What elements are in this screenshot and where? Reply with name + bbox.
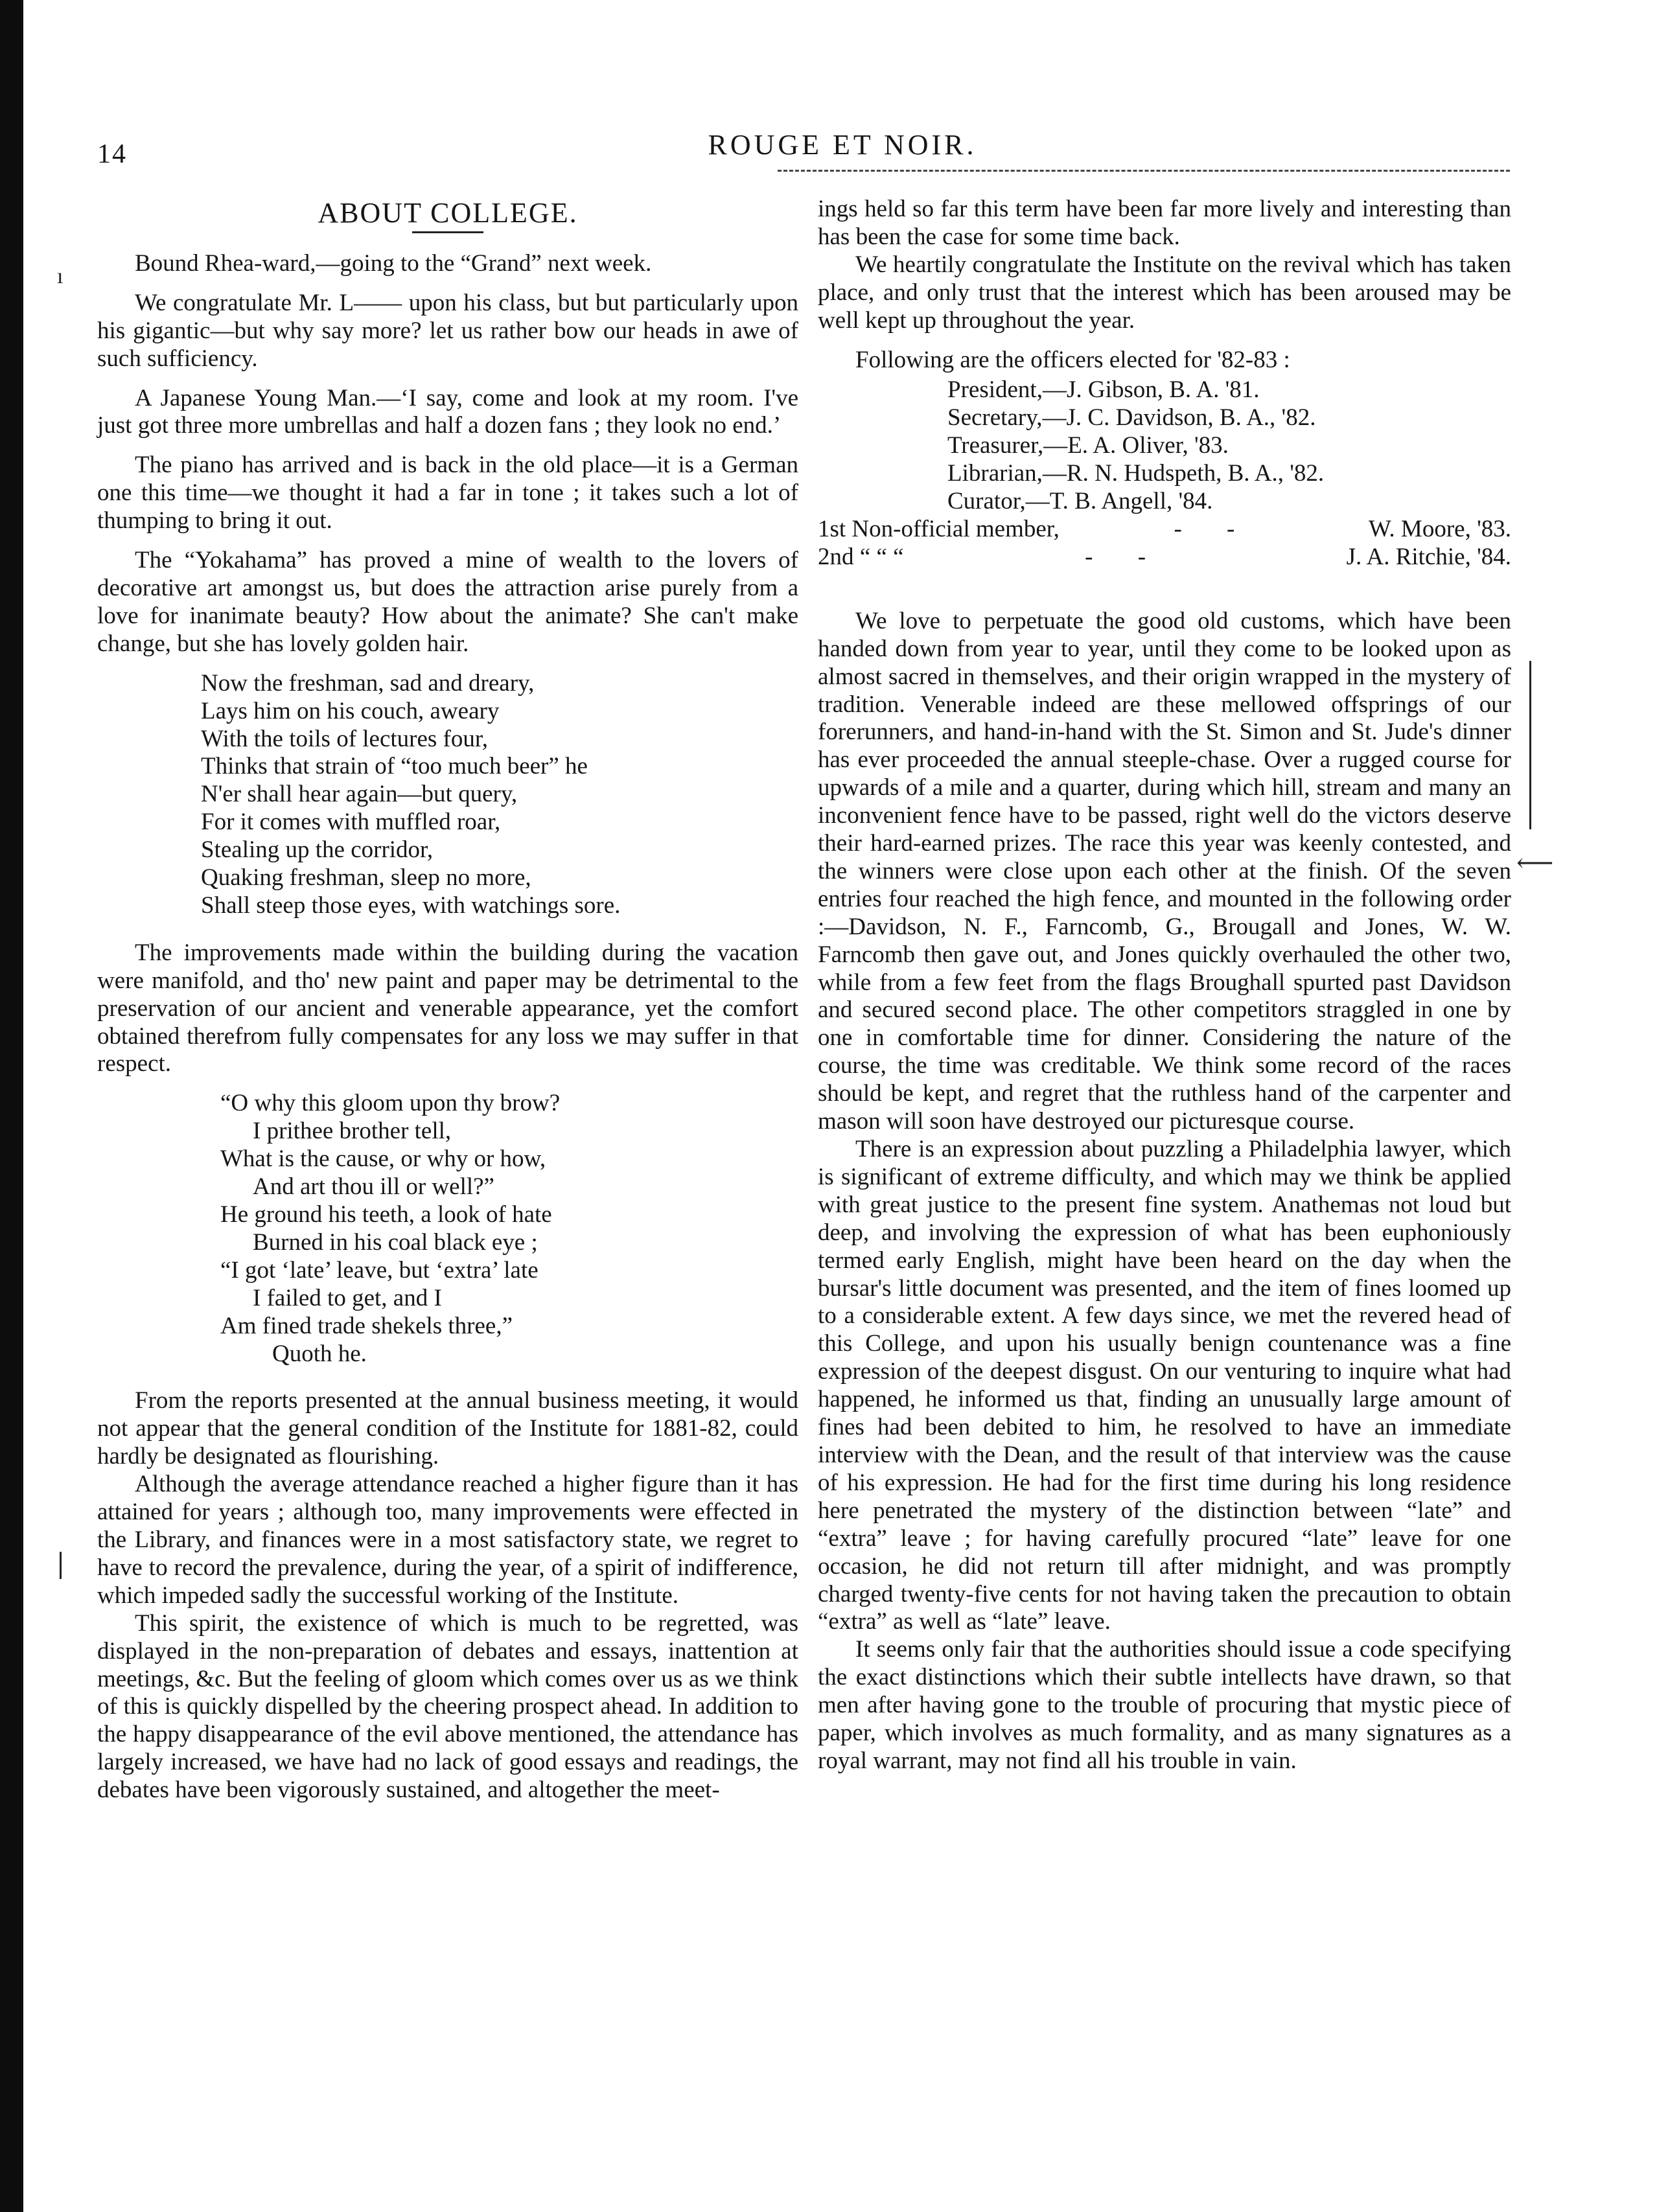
margin-bar-mark: [60, 1552, 62, 1579]
officer-entry: Curator,—T. B. Angell, '84.: [947, 488, 1213, 515]
poem-line: I failed to get, and I: [253, 1284, 442, 1311]
section-title: ABOUT COLLEGE.: [318, 197, 578, 229]
poem-line: Stealing up the corridor,: [201, 836, 434, 864]
member-label: 2nd “ “ “: [818, 543, 904, 570]
officers-list: [818, 376, 1511, 571]
non-official-member-row: [818, 516, 1511, 544]
paragraph: The improvements made within the building during the vacation were manifold, and tho' new paint and paper may be detrimental to the preservation of our ancient and venerable appearance, yet the comfort obtained therefrom fully compensates for any loss we may suffer in that respect.: [97, 939, 798, 1077]
right-column: [818, 196, 1511, 1775]
page-number: 14: [97, 139, 127, 169]
paragraph: The piano has arrived and is back in the old place—it is a German one this time—we thought it had a far in tone ; it takes such a lot of thumping to bring it out.: [97, 452, 798, 535]
poem-line: He ground his teeth, a look of hate: [220, 1201, 552, 1228]
margin-arrow-mark: ⟵: [1516, 848, 1554, 877]
non-official-member-row: [818, 544, 1511, 571]
paragraph-fines: There is an expression about puzzling a Philadelphia lawyer, which is significant of extreme difficulty, and which may we think be applied with great justice to the present fine system. Anathemas not loud but deep, and involving the expression of what has been euphoniously termed early English, might have been heard on the day when the bursar's little document was presented, and the item of fines loomed up to a considerable extent. A few days since, we met the revered head of this College, and upon his usually benign countenance was a fine expression of the deepest disgust. On our venturing to inquire what had happened, he informed us that, finding an unusually large amount of fines had been debited to him, he resolved to have an immediate interview with the Dean, and the result of that interview was the cause of his expression. He had for the first time during his long residence here penetrated the mystery of the distinction between “late” and “extra” leave ; for having carefully procured “late” leave for one occasion, he did not return till after midnight, and was promptly charged twenty-five cents for not having taken the precaution to obtain “extra” as well as “late” leave.: [818, 1136, 1511, 1635]
running-title: ROUGE ET NOIR.: [708, 129, 977, 161]
poem-line: For it comes with muffled roar,: [201, 809, 501, 836]
title-rule: [412, 231, 483, 233]
leader-dots: - -: [1174, 515, 1255, 542]
poem-line: And art thou ill or well?”: [253, 1173, 494, 1201]
poem-line: Now the freshman, sad and dreary,: [201, 669, 535, 697]
poem-line: Am fined trade shekels three,”: [220, 1312, 513, 1339]
poem-line: Thinks that strain of “too much beer” he: [201, 753, 588, 780]
poem-gloom: [97, 1090, 798, 1368]
poem-line: Shall steep those eyes, with watchings sore.: [201, 892, 621, 919]
officer-entry: Secretary,—J. C. Davidson, B. A., '82.: [947, 404, 1316, 432]
member-name: W. Moore, '83.: [1368, 515, 1511, 542]
member-name: J. A. Ritchie, '84.: [1346, 543, 1511, 570]
paragraph: A Japanese Young Man.—‘I say, come and look at my room. I've just got three more umbrellas and half a dozen fans ; they look no end.’: [97, 384, 798, 439]
paragraph: We congratulate Mr. L—— upon his class, but but particularly upon his gigantic—but why say more? let us rather bow our heads in awe of such sufficiency.: [97, 289, 798, 372]
page-binding-edge: [0, 0, 23, 2212]
paragraph: ings held so far this term have been far more lively and interesting than has been the case for some time back.: [818, 196, 1511, 250]
header-rule: [778, 170, 1510, 172]
officer-entry: Librarian,—R. N. Hudspeth, B. A., '82.: [947, 460, 1325, 487]
member-label: 1st Non-official member,: [818, 515, 1060, 542]
poem-line: N'er shall hear again—but query,: [201, 781, 518, 808]
paragraph-authorities: It seems only fair that the authorities should issue a code specifying the exact distinctions which their subtle intellects have drawn, so that men after having gone to the trouble of procuring that mystic piece of paper, which involves as much formality, and as many signatures as a royal warrant, may not find all his trouble in vain.: [818, 1636, 1511, 1774]
left-column: [97, 194, 798, 1804]
paragraph: This spirit, the existence of which is much to be regretted, was displayed in the non-preparation of debates and essays, inattention at meetings, &c. But the feeling of gloom which comes over us as we think of this is quickly dispelled by the cheering prospect ahead. In addition to the happy disappearance of the evil above mentioned, the attendance has largely increased, we have had no lack of good essays and readings, the debates have been vigorously sustained, and altogether the meet-: [97, 1609, 798, 1804]
poem-line: I prithee brother tell,: [253, 1118, 452, 1145]
paragraph: We heartily congratulate the Institute on the revival which has taken place, and only trust that the interest which has been aroused may be well kept up throughout the year.: [818, 251, 1511, 334]
poem-freshman: [97, 670, 798, 920]
leader-dots: - -: [1085, 543, 1166, 570]
poem-line: Burned in his coal black eye ;: [253, 1228, 538, 1256]
paragraph: Bound Rhea-ward,—going to the “Grand” next week.: [135, 249, 652, 277]
poem-line: Quaking freshman, sleep no more,: [201, 864, 531, 892]
paragraph-steeplechase: We love to perpetuate the good old customs, which have been handed down from year to year, until they come to be looked upon as almost sacred in themselves, and their origin wrapped in the mystery of tradition. Venerable indeed are these mellowed offsprings of our forerunners, and hand-in-hand with the St. Simon and St. Jude's dinner has ever proceeded the annual steeple-chase. Over a rugged course for upwards of a mile and a quarter, during which hill, stream and many an inconvenient fence have to be passed, right well do the victors deserve their hard-earned prizes. The race this year was keenly contested, and the winners were close upon each other at the finish. Of the seven entries four reached the high fence, and mounted in the following order :—Davidson, N. F., Farncomb, G., Brougall and Jones, W. W. Farncomb then gave out, and Jones quickly overhauled the other two, while from a few feet from the flags Broughall spurted past Davidson and secured second place. The other competitors straggled in one by one in comfortable time for dinner. Considering the nature of the course, the time was creditable. We think some record of the races should be kept, and regret that the ruthless hand of the carpenter and mason will soon have destroyed our picturesque course.: [818, 607, 1511, 1135]
poem-line: With the toils of lectures four,: [201, 725, 488, 752]
poem-line: “O why this gloom upon thy brow?: [220, 1090, 561, 1117]
paragraph: Although the average attendance reached a higher figure than it has attained for years ; although too, many improvements were effected in the Library, and finances were in a most satisfactory state, we regret to have to record the prevalence, during the year, of a spirit of indifference, which impeded sadly the successful working of the Institute.: [97, 1471, 798, 1609]
poem-line: Lays him on his couch, aweary: [201, 697, 500, 724]
officer-entry: Treasurer,—E. A. Oliver, '83.: [947, 432, 1229, 459]
margin-tick-mark: ı: [57, 264, 64, 288]
poem-line: What is the cause, or why or how,: [220, 1146, 546, 1173]
margin-bar-mark-right: [1529, 661, 1531, 829]
paragraph: From the reports presented at the annual business meeting, it would not appear that the general condition of the Institute for 1881-82, could hardly be designated as flourishing.: [97, 1387, 798, 1470]
paragraph: The “Yokahama” has proved a mine of wealth to the lovers of decorative art amongst us, but does the attraction arise purely from a love for inanimate beauty? How about the animate? She can't make change, but she has lovely golden hair.: [97, 547, 798, 657]
officer-entry: President,—J. Gibson, B. A. '81.: [947, 376, 1260, 404]
poem-line: Quoth he.: [272, 1340, 367, 1367]
officers-intro: Following are the officers elected for '82-83 :: [855, 346, 1290, 373]
poem-line: “I got ‘late’ leave, but ‘extra’ late: [220, 1256, 539, 1284]
